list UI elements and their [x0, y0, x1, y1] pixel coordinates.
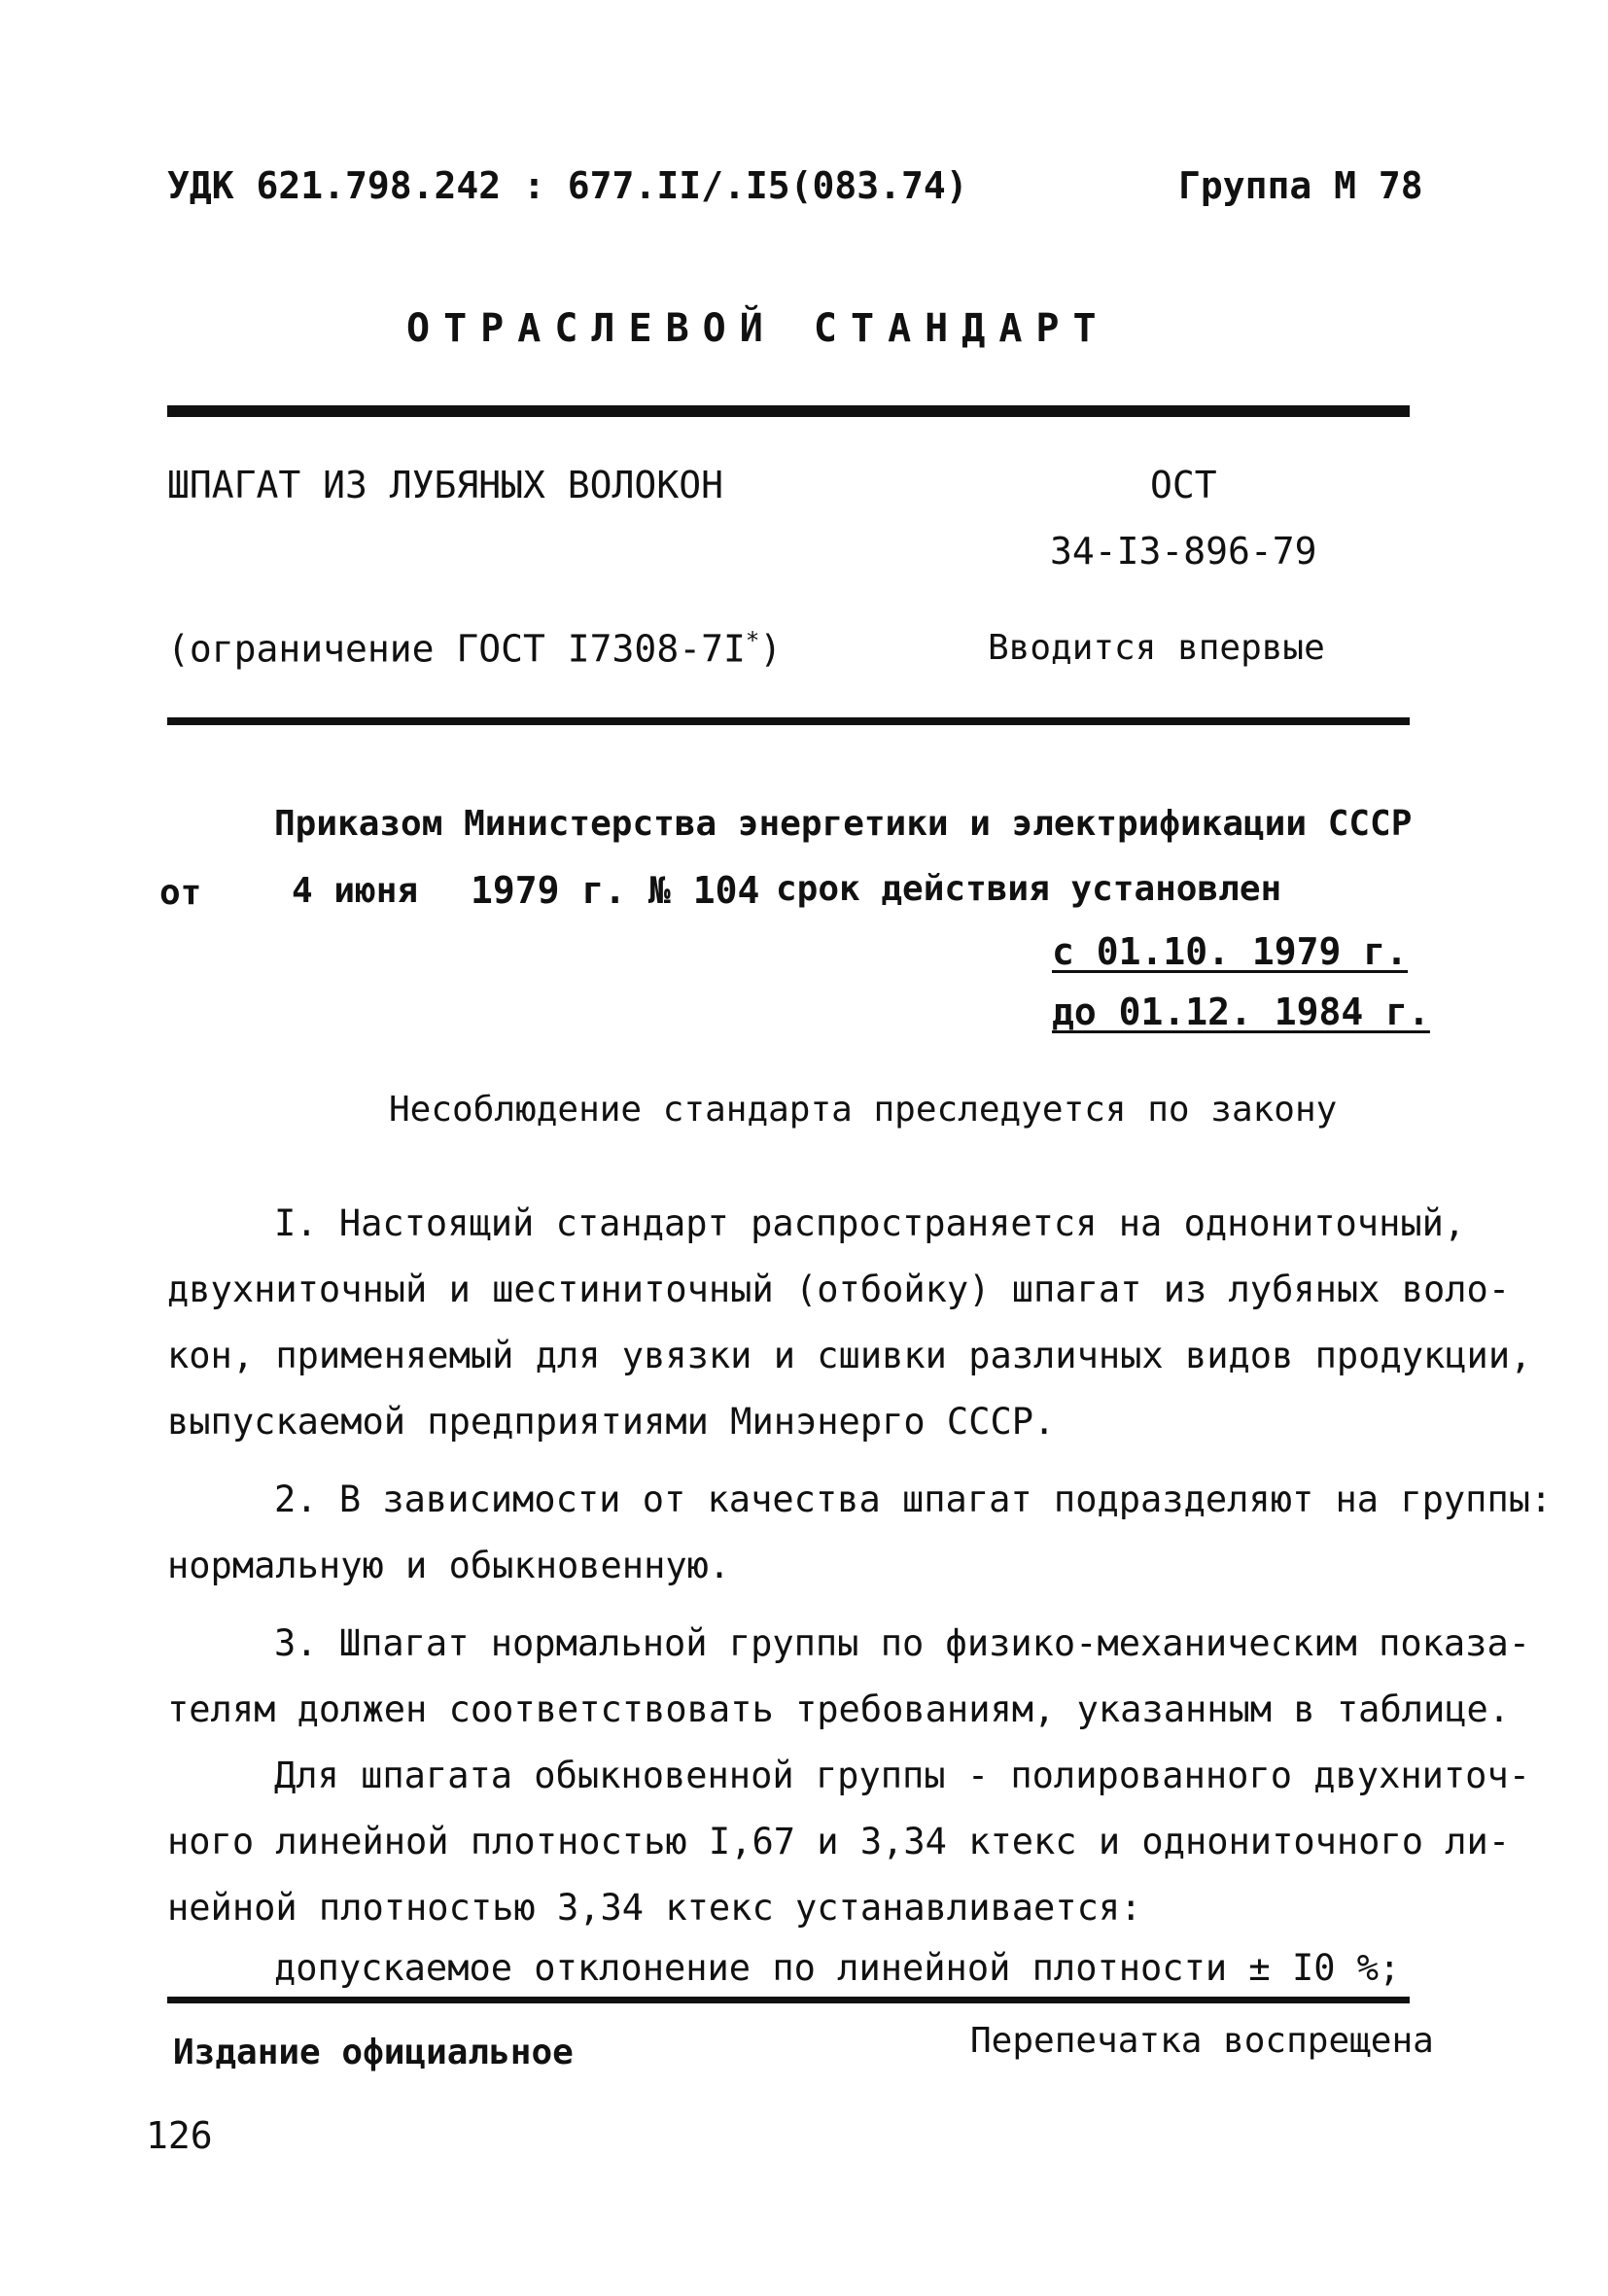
introduced-note: Вводится впервые — [988, 628, 1325, 668]
tolerance-line: допускаемое отклонение по линейной плотности ± I0 %; — [274, 1947, 1401, 1989]
document-type-title: ОТРАСЛЕВОЙ СТАНДАРТ — [406, 306, 1110, 351]
top-thick-rule — [167, 405, 1410, 417]
order-date-day: 4 июня — [292, 871, 419, 911]
valid-from-date: с 01.10. 1979 г. — [1052, 930, 1409, 973]
standard-code-label: ОСТ — [1150, 464, 1217, 506]
standard-code-number: 34-I3-896-79 — [1050, 530, 1317, 573]
paragraph-line: выпускаемой предприятиями Минэнерго СССР. — [167, 1401, 1056, 1443]
order-date-number: 1979 г. № 104 — [471, 869, 760, 912]
legal-notice: Несоблюдение стандарта преследуется по закону — [389, 1090, 1338, 1130]
validity-label: срок действия установлен — [776, 869, 1282, 909]
order-from-label: от — [159, 873, 202, 913]
edition-note: Издание официальное — [173, 2033, 574, 2072]
paragraph-line: кон, применяемый для увязки и сшивки различных видов продукции, — [167, 1335, 1532, 1376]
paragraph-line: нейной плотностью 3,34 ктекс устанавливается: — [167, 1887, 1142, 1929]
gost-restriction: (ограничение ГОСТ I7308-7I*) — [167, 627, 783, 671]
paragraph-line: нормальную и обыкновенную. — [167, 1545, 731, 1586]
paragraph-line: 2. В зависимости от качества шпагат подразделяют на группы: — [274, 1478, 1553, 1520]
bottom-rule — [167, 1997, 1410, 2003]
paragraph-line: двухниточный и шестиниточный (отбойку) шпагат из лубяных воло- — [167, 1269, 1511, 1310]
paragraph-line: Для шпагата обыкновенной группы - полированного двухниточ- — [274, 1755, 1531, 1796]
page-number: 126 — [146, 2114, 213, 2157]
standard-name: ШПАГАТ ИЗ ЛУБЯНЫХ ВОЛОКОН — [167, 464, 723, 506]
order-line: Приказом Министерства энергетики и электрификации СССР — [274, 804, 1413, 844]
paragraph-line: I. Настоящий стандарт распространяется на однониточный, — [274, 1202, 1466, 1244]
paragraph-line: 3. Шпагат нормальной группы по физико-механическим показа- — [274, 1622, 1531, 1664]
restriction-asterisk: * — [745, 627, 760, 654]
paragraph-line: ного линейной плотностью I,67 и 3,34 ктекс и однониточного ли- — [167, 1821, 1511, 1862]
valid-to-date: до 01.12. 1984 г. — [1052, 991, 1430, 1033]
udk-code: УДК 621.798.242 : 677.II/.I5(083.74) — [167, 164, 968, 207]
reprint-notice: Перепечатка воспрещена — [970, 2021, 1434, 2061]
group-code: Группа М 78 — [1178, 164, 1423, 207]
section-rule — [167, 717, 1410, 725]
paragraph-line: телям должен соответствовать требованиям, указанным в таблице. — [167, 1688, 1511, 1730]
